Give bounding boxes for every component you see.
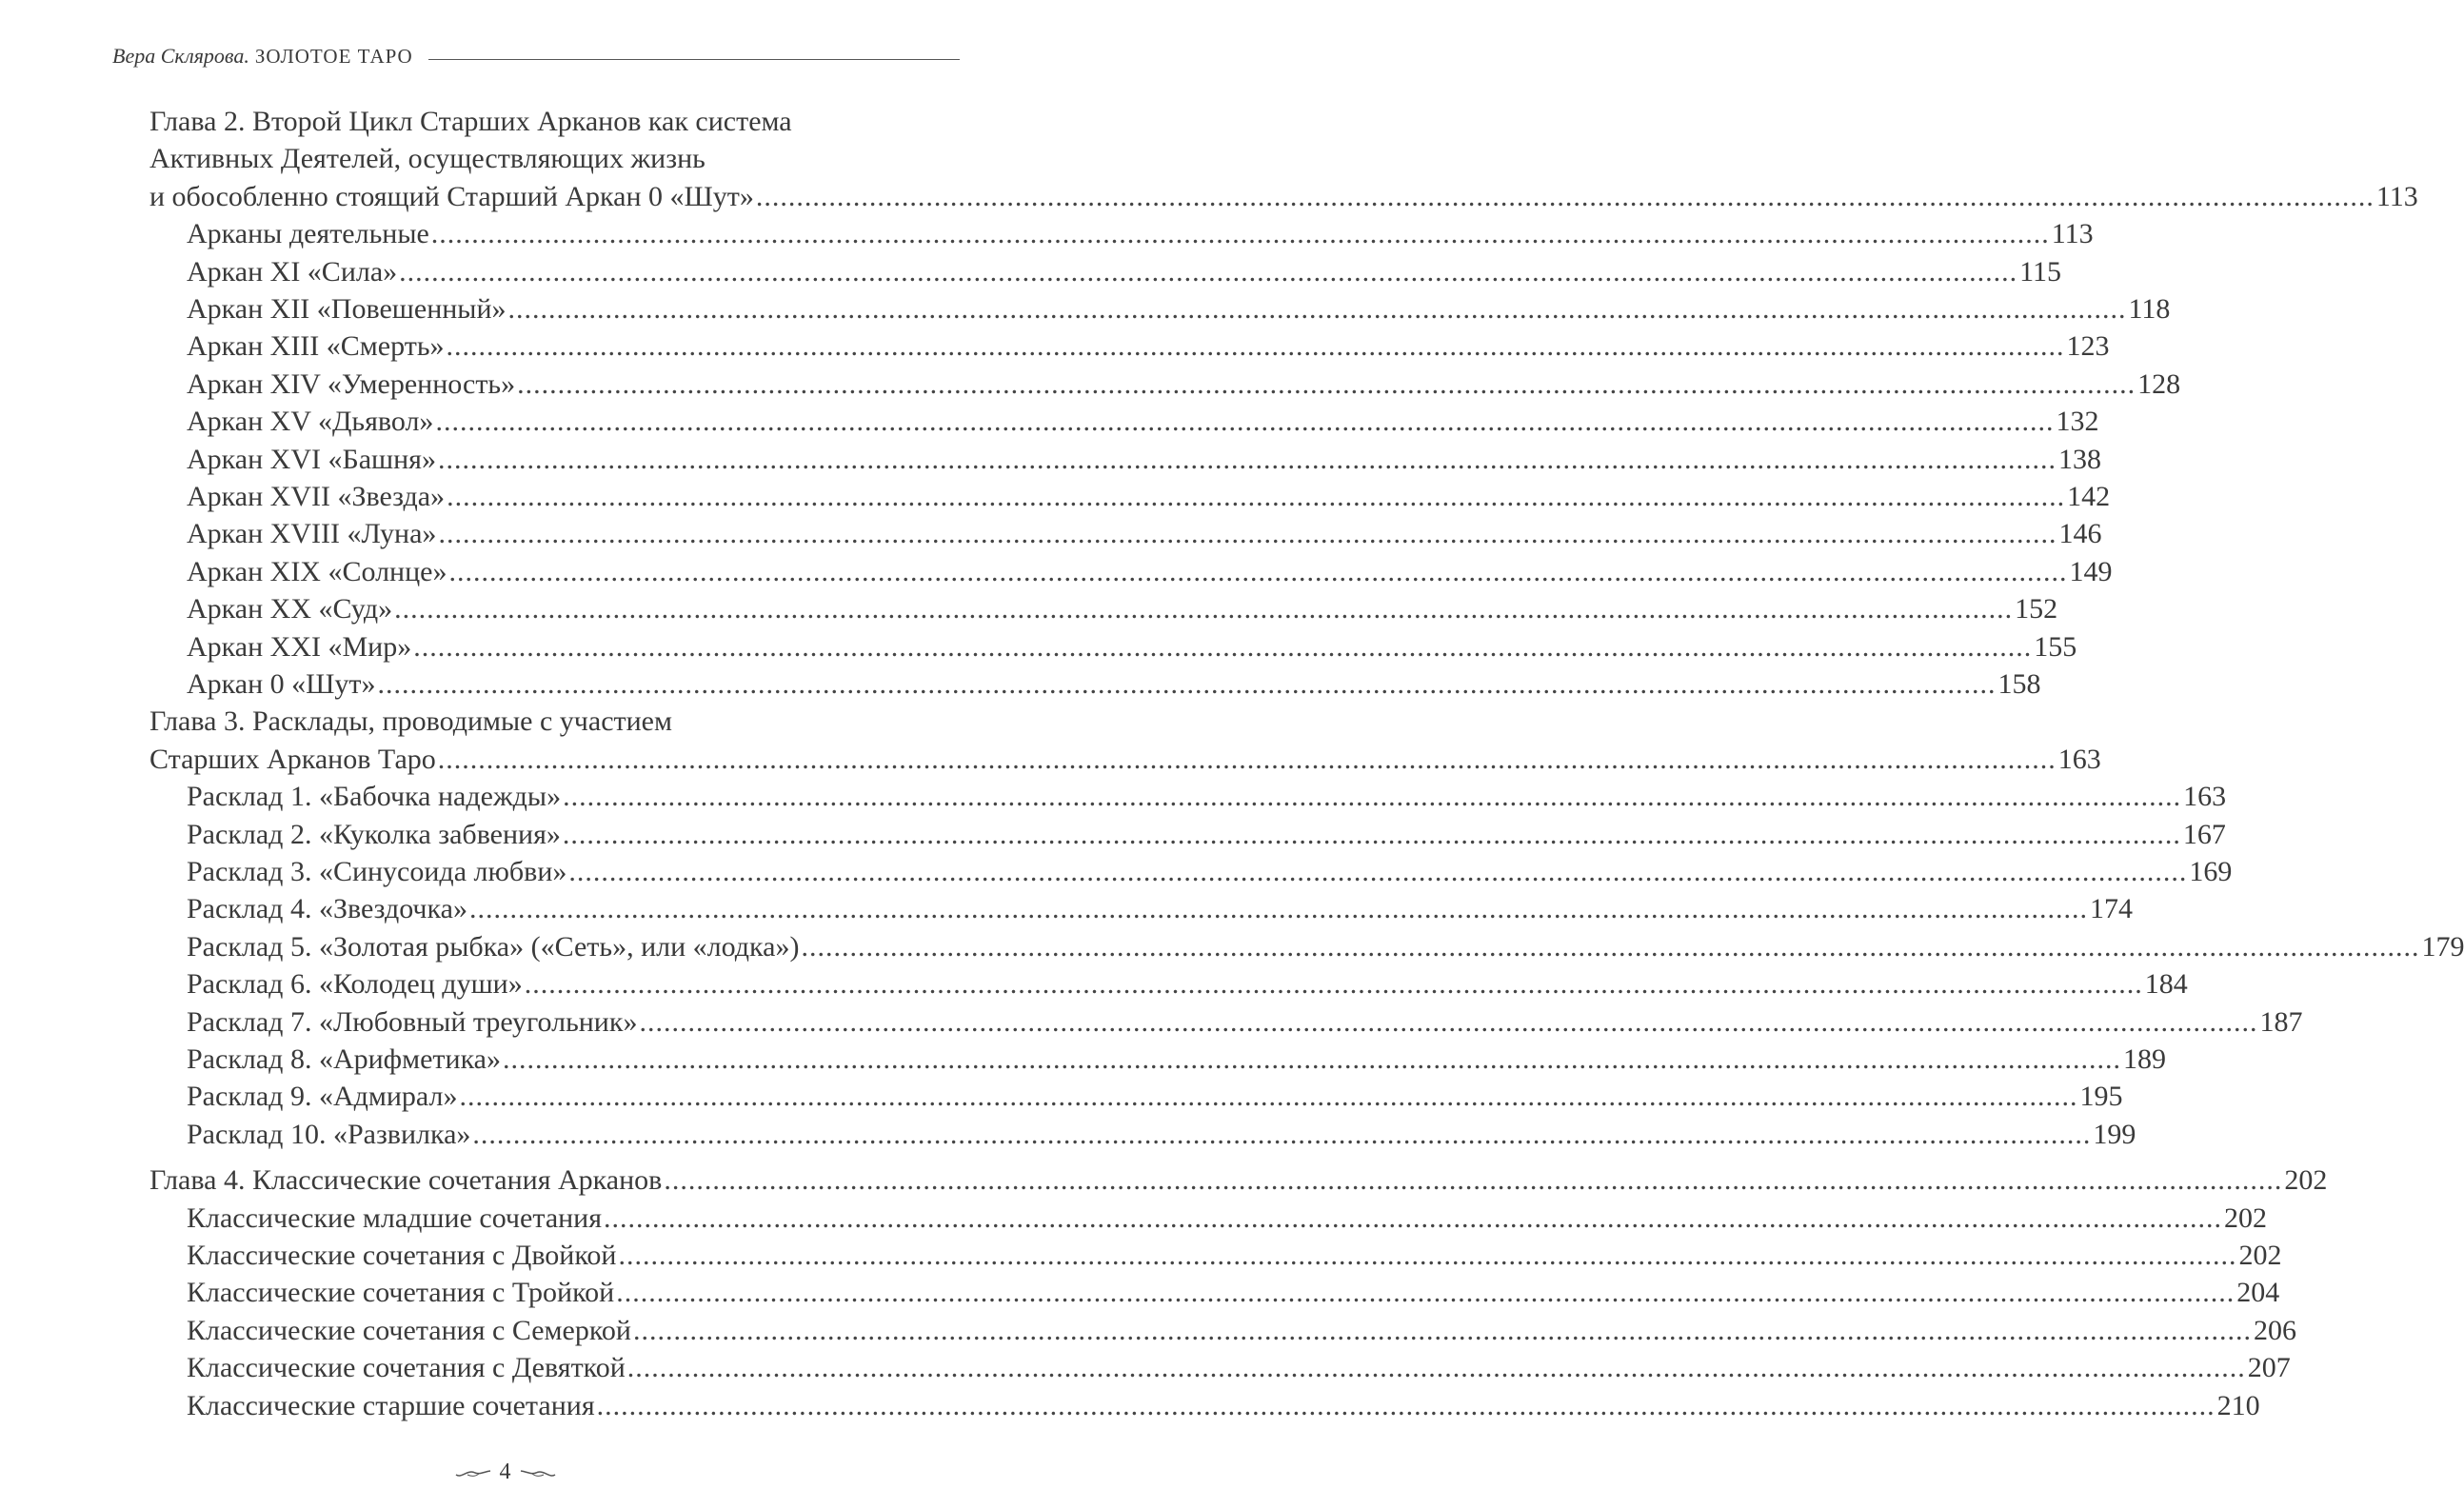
leader-dots: ........................................................................................................................................................................................................ — [435, 406, 2055, 438]
toc-section-entry[interactable] — [187, 1274, 2280, 1312]
toc-section-entry[interactable] — [187, 1237, 2282, 1275]
toc-page-number: 169 — [2189, 856, 2233, 887]
leader-dots: ........................................................................................................................................................................................................ — [596, 1389, 2216, 1421]
toc-section-entry[interactable] — [187, 1003, 2303, 1042]
toc-page-number: 113 — [2051, 218, 2094, 250]
toc-section-entry[interactable] — [187, 1349, 2291, 1387]
toc-page-number: 152 — [2015, 593, 2058, 625]
toc-page-number: 174 — [2089, 893, 2133, 925]
toc-section-entry[interactable] — [187, 1312, 2296, 1350]
leader-dots: ........................................................................................................................................................................................................ — [446, 330, 2065, 363]
toc-page-number: 202 — [2284, 1164, 2328, 1197]
toc-section-entry[interactable] — [187, 965, 2188, 1003]
toc-page-number: 184 — [2144, 968, 2188, 1001]
leader-dots: ........................................................................................................................................................................................................ — [507, 293, 2127, 325]
leader-dots: ........................................................................................................................................................................................................ — [399, 255, 2018, 288]
leader-dots: ........................................................................................................................................................................................................ — [472, 1118, 2092, 1150]
leader-dots: ........................................................................................................................................................................................................ — [468, 893, 2088, 925]
chapter-heading-line: Глава 2. Второй Цикл Старших Арканов как система — [149, 106, 792, 137]
running-header — [112, 44, 960, 69]
toc-entry-label: Аркан XX «Суд» — [187, 593, 393, 625]
toc-page-number: 189 — [2123, 1043, 2166, 1075]
swash-ornament-icon — [519, 1466, 557, 1479]
toc-section-entry[interactable] — [187, 441, 2101, 479]
toc-section-entry[interactable] — [187, 890, 2133, 928]
toc-section-entry[interactable] — [187, 928, 2464, 966]
chapter-heading-line: Активных Деятелей, осуществляющих жизнь — [149, 143, 705, 175]
toc-section-entry[interactable] — [187, 778, 2227, 816]
leader-dots: ........................................................................................................................................................................................................ — [524, 968, 2143, 1001]
leader-dots: ........................................................................................................................................................................................................ — [563, 781, 2182, 813]
toc-entry-label: Аркан XIII «Смерть» — [187, 330, 445, 363]
toc-section-entry[interactable] — [187, 1387, 2260, 1425]
toc-page-number: 158 — [1997, 668, 2041, 700]
toc-section-entry[interactable] — [187, 515, 2102, 553]
toc-page-number: 113 — [2375, 180, 2418, 212]
page-number: 4 — [499, 1459, 511, 1484]
toc-page-number: 163 — [2057, 743, 2101, 775]
toc-section-entry[interactable] — [187, 628, 2077, 666]
toc-chapter-entry[interactable] — [149, 178, 2418, 216]
leader-dots: ........................................................................................................................................................................................................ — [394, 593, 2014, 625]
toc-page-number: 187 — [2259, 1005, 2303, 1038]
leader-dots: ........................................................................................................................................................................................................ — [801, 930, 2420, 963]
toc-entry-label: Классические старшие сочетания — [187, 1389, 595, 1421]
leader-dots: ........................................................................................................................................................................................................ — [604, 1201, 2223, 1234]
toc-section-entry[interactable] — [187, 553, 2113, 591]
toc-page-number: 149 — [2069, 555, 2113, 587]
toc-page-number: 128 — [2137, 367, 2181, 400]
header-rule — [428, 59, 960, 60]
toc-entry-label: Аркан XVI «Башня» — [187, 443, 436, 475]
toc-entry-label: Классические сочетания с Семеркой — [187, 1314, 631, 1346]
toc-entry-label: Расклад 10. «Развилка» — [187, 1118, 471, 1150]
toc-entry-label: Аркан 0 «Шут» — [187, 668, 376, 700]
toc-section-entry[interactable] — [187, 403, 2099, 441]
toc-entry-label: Расклад 1. «Бабочка надежды» — [187, 781, 562, 813]
toc-section-entry[interactable] — [187, 1200, 2268, 1238]
toc-entry-label: Расклад 6. «Колодец души» — [187, 968, 523, 1001]
toc-page-number: 210 — [2216, 1389, 2260, 1421]
toc-chapter-entry[interactable] — [149, 741, 2101, 779]
leader-dots: ........................................................................................................................................................................................................ — [517, 367, 2136, 400]
leader-dots: ........................................................................................................................................................................................................ — [437, 443, 2057, 475]
toc-page-number: 207 — [2247, 1352, 2291, 1384]
leader-dots: ........................................................................................................................................................................................................ — [664, 1164, 2283, 1197]
toc-entry-label: Аркан XV «Дьявол» — [187, 406, 434, 438]
toc-page-number: 179 — [2421, 930, 2464, 963]
leader-dots: ........................................................................................................................................................................................................ — [437, 743, 2057, 775]
toc-entry-label: Арканы деятельные — [187, 218, 429, 250]
toc-entry-label: Классические младшие сочетания — [187, 1201, 603, 1234]
leader-dots: ........................................................................................................................................................................................................ — [448, 555, 2068, 587]
toc-section-entry[interactable] — [187, 853, 2233, 891]
toc-entry-label: Аркан XIV «Умеренность» — [187, 367, 516, 400]
toc-entry-label: Старших Арканов Таро — [149, 743, 436, 775]
toc-page-number: 167 — [2182, 818, 2226, 850]
leader-dots: ........................................................................................................................................................................................................ — [503, 1043, 2121, 1075]
toc-section-entry[interactable] — [187, 290, 2171, 328]
toc-entry-label: Расклад 5. «Золотая рыбка» («Сеть», или «лодка») — [187, 930, 800, 963]
toc-section-entry[interactable] — [187, 478, 2111, 516]
toc-entry-label: Классические сочетания с Двойкой — [187, 1240, 617, 1271]
toc-entry-label: и обособленно стоящий Старший Аркан 0 «Шут» — [149, 180, 754, 212]
leader-dots: ........................................................................................................................................................................................................ — [438, 518, 2057, 550]
toc-section-entry[interactable] — [187, 215, 2094, 253]
leader-dots: ........................................................................................................................................................................................................ — [632, 1314, 2252, 1346]
leader-dots: ........................................................................................................................................................................................................ — [616, 1277, 2235, 1309]
toc-page-number: 195 — [2079, 1081, 2123, 1113]
leader-dots: ........................................................................................................................................................................................................ — [413, 630, 2033, 663]
toc-page-number: 206 — [2253, 1314, 2296, 1346]
leader-dots: ........................................................................................................................................................................................................ — [568, 856, 2188, 887]
toc-entry-label: Аркан XIX «Солнце» — [187, 555, 447, 587]
toc-entry-label: Расклад 3. «Синусоида любви» — [187, 856, 567, 887]
toc-entry-label: Аркан XXI «Мир» — [187, 630, 412, 663]
toc-entry-label: Расклад 2. «Куколка забвения» — [187, 818, 561, 850]
toc-page-number: 155 — [2034, 630, 2077, 663]
toc-section-entry[interactable] — [187, 590, 2058, 628]
toc-page-number: 138 — [2057, 443, 2101, 475]
toc-entry-label: Расклад 4. «Звездочка» — [187, 893, 467, 925]
leader-dots: ........................................................................................................................................................................................................ — [377, 668, 1997, 700]
toc-entry-label: Аркан XVII «Звезда» — [187, 481, 446, 512]
toc-entry-label: Аркан XVIII «Луна» — [187, 518, 437, 550]
toc-entry-label: Расклад 9. «Адмирал» — [187, 1081, 458, 1113]
leader-dots: ........................................................................................................................................................................................................ — [626, 1352, 2246, 1384]
toc-page-number: 146 — [2058, 518, 2102, 550]
toc-entry-label: Глава 4. Классические сочетания Арканов — [149, 1164, 663, 1197]
toc-entry-label: Классические сочетания с Девяткой — [187, 1352, 626, 1384]
toc-page-number: 123 — [2066, 330, 2110, 363]
leader-dots: ........................................................................................................................................................................................................ — [562, 818, 2181, 850]
page-footer — [0, 1459, 1010, 1485]
toc-entry-label: Расклад 8. «Арифметика» — [187, 1043, 501, 1075]
leader-dots: ........................................................................................................................................................................................................ — [430, 218, 2050, 250]
header-author: Вера Склярова — [112, 44, 245, 68]
toc-page-number: 132 — [2056, 406, 2099, 438]
toc-page-number: 204 — [2236, 1277, 2280, 1309]
toc-section-entry[interactable] — [187, 1078, 2123, 1116]
header-book-title: ЗОЛОТОЕ ТАРО — [254, 44, 413, 68]
leader-dots: ........................................................................................................................................................................................................ — [447, 481, 2066, 512]
leader-dots: ........................................................................................................................................................................................................ — [618, 1240, 2237, 1271]
toc-page-number: 118 — [2128, 293, 2171, 325]
toc-entry-label: Расклад 7. «Любовный треугольник» — [187, 1005, 638, 1038]
header-separator: . — [244, 44, 249, 68]
toc-page-number: 163 — [2183, 781, 2227, 813]
toc-chapter-entry[interactable] — [149, 1162, 2328, 1200]
toc-page-number: 202 — [2224, 1201, 2268, 1234]
toc-entry-label: Классические сочетания с Тройкой — [187, 1277, 615, 1309]
swash-ornament-icon — [454, 1466, 492, 1479]
chapter-heading-line: Глава 3. Расклады, проводимые с участием — [149, 705, 672, 738]
toc-page-number: 142 — [2067, 481, 2111, 512]
leader-dots: ........................................................................................................................................................................................................ — [459, 1081, 2078, 1113]
leader-dots: ........................................................................................................................................................................................................ — [639, 1005, 2258, 1038]
toc-section-entry[interactable] — [187, 816, 2226, 854]
toc-section-entry[interactable] — [187, 1041, 2166, 1079]
toc-section-entry[interactable] — [187, 1116, 2136, 1154]
toc-section-entry[interactable] — [187, 665, 2041, 704]
toc-entry-label: Аркан XII «Повешенный» — [187, 293, 507, 325]
toc-section-entry[interactable] — [187, 328, 2110, 366]
toc-page-number: 202 — [2238, 1240, 2282, 1271]
toc-page-number: 115 — [2019, 255, 2062, 288]
leader-dots: ........................................................................................................................................................................................................ — [755, 180, 2375, 212]
toc-section-entry[interactable] — [187, 366, 2181, 404]
toc-entry-label: Аркан XI «Сила» — [187, 255, 398, 288]
toc-page-number: 199 — [2093, 1118, 2136, 1150]
toc-section-entry[interactable] — [187, 253, 2062, 291]
